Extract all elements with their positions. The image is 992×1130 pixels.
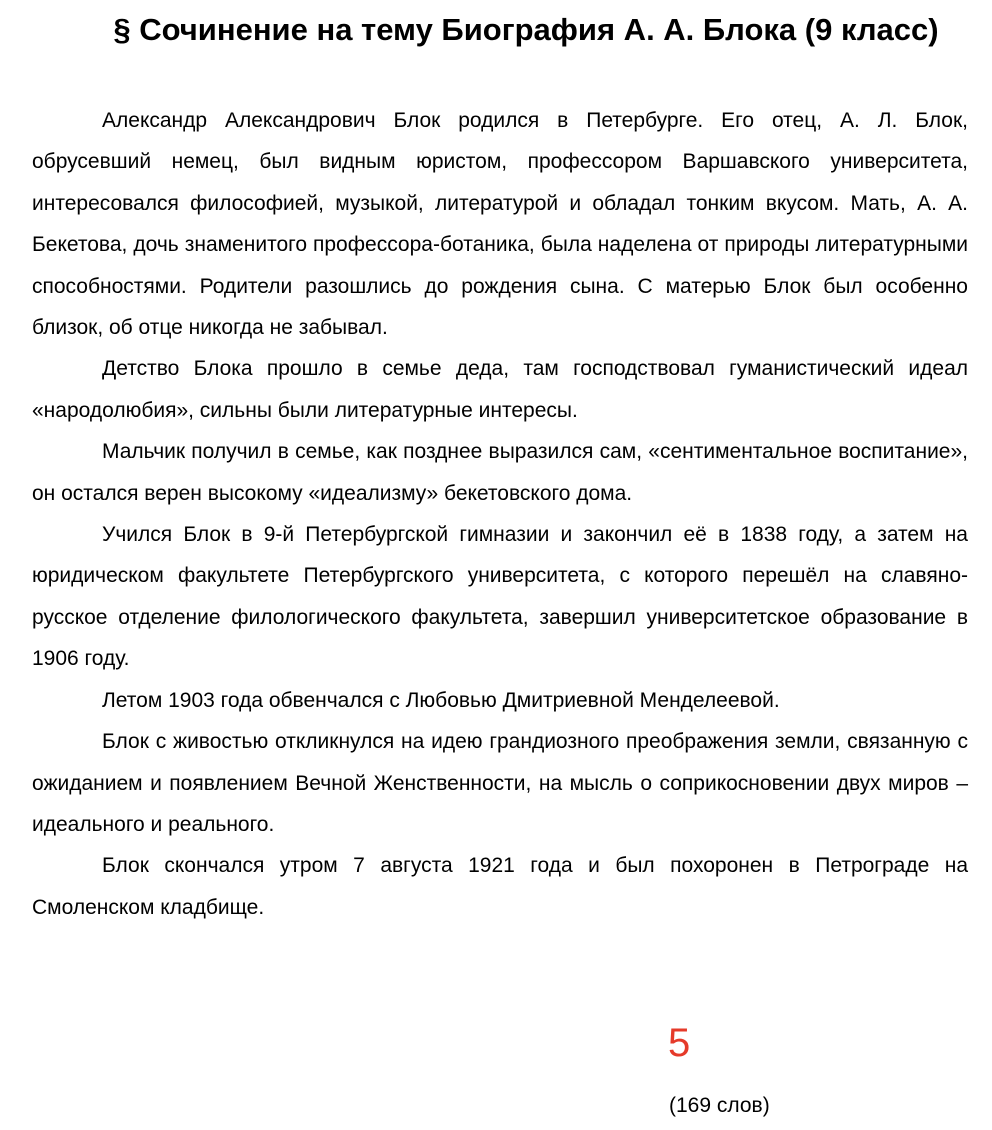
essay-body — [32, 100, 968, 928]
paragraph: Учился Блок в 9-й Петербургской гимназии и закончил её в 1838 году, а затем на юридическом факультете Петербургского университета, с которого перешёл на славяно-русское отделение филологического факультета, завершил университетское образование в 1906 году. — [32, 523, 968, 671]
grade-mark: 5 — [668, 1021, 691, 1065]
page-title: § Сочинение на тему Биография А. А. Блока (9 класс) — [113, 12, 939, 47]
paragraph: Детство Блока прошло в семье деда, там господствовал гуманистический идеал «народолюбия», сильны были литературные интересы. — [32, 357, 968, 422]
paragraph: Летом 1903 года обвенчался с Любовью Дмитриевной Менделеевой. — [102, 688, 780, 712]
paragraph: Александр Александрович Блок родился в Петербурге. Его отец, А. Л. Блок, обрусевший немец, был видным юристом, профессором Варшавского университета, интересовался философией, музыкой, литературой и обладал тонким вкусом. Мать, А. А. Бекетова, дочь знаменитого профессора-ботаника, была наделена от природы литературными способностями. Родители разошлись до рождения сына. С матерью Блок был особенно близок, об отце никогда не забывал. — [32, 109, 968, 340]
paragraph: Блок скончался утром 7 августа 1921 года и был похоронен в Петрограде на Смоленском кладбище. — [32, 854, 968, 919]
word-count: (169 слов) — [669, 1094, 770, 1117]
paragraph: Мальчик получил в семье, как позднее выразился сам, «сентиментальное воспитание», он остался верен высокому «идеализму» бекетовского дома. — [32, 440, 968, 505]
paragraph: Блок с живостью откликнулся на идею грандиозного преображения земли, связанную с ожиданием и появлением Вечной Женственности, на мысль о соприкосновении двух миров – идеального и реального. — [32, 730, 968, 836]
